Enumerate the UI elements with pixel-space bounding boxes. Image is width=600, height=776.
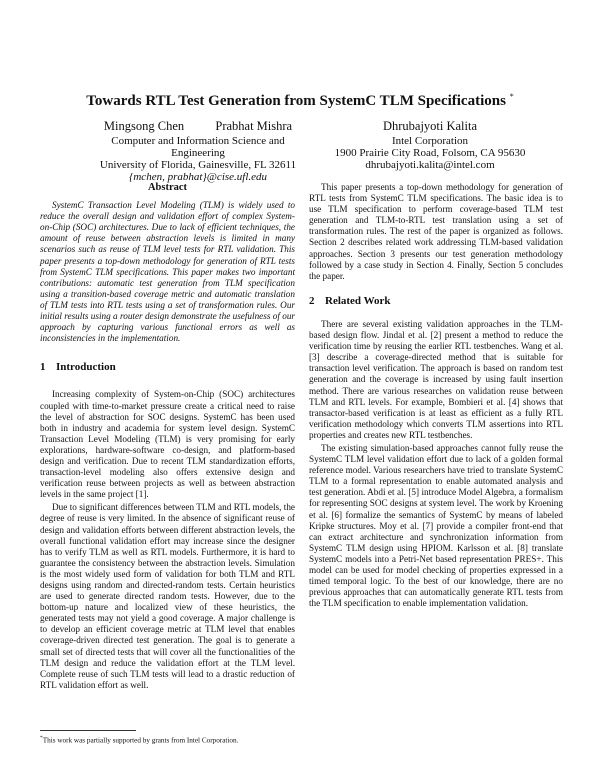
author-org-right: Intel Corporation xyxy=(391,135,469,147)
section1-paragraph-2: Due to significant differences between TLM and RTL models, the degree of reuse is very limited. In the absence of significant reuse of design and validation efforts between different abstraction levels, the overall functional validation effort may increase since the designer has to verify TLM as well as RTL models. Furthermore, it is hard to guarantee the consistency between the abstraction levels. Simulation is the most widely used form of validation for both TLM and RTL designs using random and directed-random tests. Certain heuristics are used to generate directed random tests. However, due to the bottom-up nature and localized view of these heuristics, the generated tests may not yield a good coverage. A major challenge is to develop an efficient coverage metric at TLM level that enables coverage-driven directed test generation. The goal is to generate a small set of directed tests that will cover all the functionalities of the TLM design and reduce the validation effort at the TLM level. Complete reuse of such TLM tests will lead to a drastic reduction of RTL validation effort as well. xyxy=(40,502,295,690)
right-column xyxy=(309,182,563,609)
footnote-text: This work was partially supported by grants from Intel Corporation. xyxy=(42,736,239,745)
section1-paragraph-1: Increasing complexity of System-on-Chip (SOC) architectures coupled with time-to-market pressure create a critical need to raise the level of abstraction for SOC designs. SystemC has been used both in industry and academia for system level design. SystemC Transaction Level Modeling (TLM) is very promising for early explorations, hardware-software co-design, and platform-based design and verification. Due to recent TLM standardization efforts, transaction-level modeling also offers extensive design and verification reuse between projects as well as between abstraction levels in the same project [1]. xyxy=(40,389,295,500)
paper-title-text: Towards RTL Test Generation from SystemC TLM Specifications xyxy=(86,93,506,109)
author-names-left: Mingsong Chen Prabhat Mishra xyxy=(103,119,293,133)
author-block-left xyxy=(88,120,308,183)
section2-number: 2 xyxy=(309,294,315,307)
author-email-left: {mchen, prabhat}@cise.ufl.edu xyxy=(128,171,268,183)
author-name-right: Dhrubajyoti Kalita xyxy=(382,119,478,133)
section2-paragraph-2: The existing simulation-based approaches cannot fully reuse the SystemC TLM level validation effort due to lack of a golden formal reference model. Various researchers have tried to translate SystemC TLM to a formal representation to enable automated analysis and test generation. Abdi et al. [5] introduce Model Algebra, a formalism for representing SOC designs at system level. The work by Kroening et al. [6] formalize the semantics of SystemC by means of labeled Kripke structures. Moy et al. [7] provide a compiler front-end that can extract architecture and synchronization information from SystemC TLM design using HPIOM. Karlsson et al. [8] translate SystemC models into a Petri-Net based representation PRES+. This model can be used for model checking of properties expressed in a timed temporal logic. To the best of our knowledge, there are no previous approaches that can automatically generate RTL tests from the TLM specification to enable implementation validation. xyxy=(309,442,563,609)
author-affil-left: University of Florida, Gainesville, FL 32611 xyxy=(99,159,297,171)
section2-heading xyxy=(309,296,563,307)
author-email-right: dhrubajyoti.kalita@intel.com xyxy=(365,159,495,171)
section1-number: 1 xyxy=(40,361,46,374)
footnote-rule xyxy=(40,730,136,731)
footnote-mark: * xyxy=(40,735,43,741)
author-block-right xyxy=(320,120,540,171)
paper-title xyxy=(0,92,600,110)
section1-heading xyxy=(40,362,295,373)
title-footnote-mark: * xyxy=(509,92,514,101)
section2-paragraph-1: There are several existing validation approaches in the TLM-based design flow. Jindal et al. [2] present a method to reduce the verification time by reusing the earlier RTL testbenches. Wang et al. [3] describe a coverage-directed method that is suitable for transaction level verification. The approach is based on random test generation and the coverage is increased by using fault insertion method. There are various researches on validation reuse between TLM and RTL levels. For example, Bombieri et al. [4] shows that transactor-based verification is at least as efficient as a fully RTL verification methodology which converts TLM assertions into RTL properties and creates new RTL testbenches. xyxy=(309,318,563,440)
left-column xyxy=(40,182,295,691)
footnote xyxy=(40,735,238,744)
section2-title: Related Work xyxy=(325,294,391,307)
author-address-right: 1900 Prairie City Road, Folsom, CA 95630 xyxy=(334,147,526,159)
section1-paragraph-3: This paper presents a top-down methodology for generation of RTL tests from SystemC TLM specifications. The basic idea is to use TLM specification to perform coverage-based TLM test generation and TLM-to-RTL test translation using a set of transformation rules. The rest of the paper is organized as follows. Section 2 describes related work addressing TLM-based validation approaches. Section 3 presents our test generation methodology followed by a case study in Section 4. Finally, Section 5 concludes the paper. xyxy=(309,182,563,281)
abstract-body: SystemC Transaction Level Modeling (TLM) is widely used to reduce the overall design and validation effort of complex System-on-Chip (SOC) architectures. Due to lack of efficient techniques, the amount of reuse between abstraction levels is limited in many scenarios such as reuse of TLM level tests for RTL validation. This paper presents a top-down methodology for generation of RTL tests from SystemC TLM specifications. This paper makes two important contributions: automatic test generation from TLM specification using a transition-based coverage metric and automatic translation of TLM tests into RTL tests using a set of transformation rules. Our initial results using a router design demonstrate the usefulness of our approach by capturing various functional errors as well as inconsistencies in the implementation. xyxy=(40,200,295,344)
author-dept-left: Computer and Information Science and Engineering xyxy=(111,135,285,159)
abstract-heading: Abstract xyxy=(147,182,188,193)
section1-title: Introduction xyxy=(56,361,116,374)
